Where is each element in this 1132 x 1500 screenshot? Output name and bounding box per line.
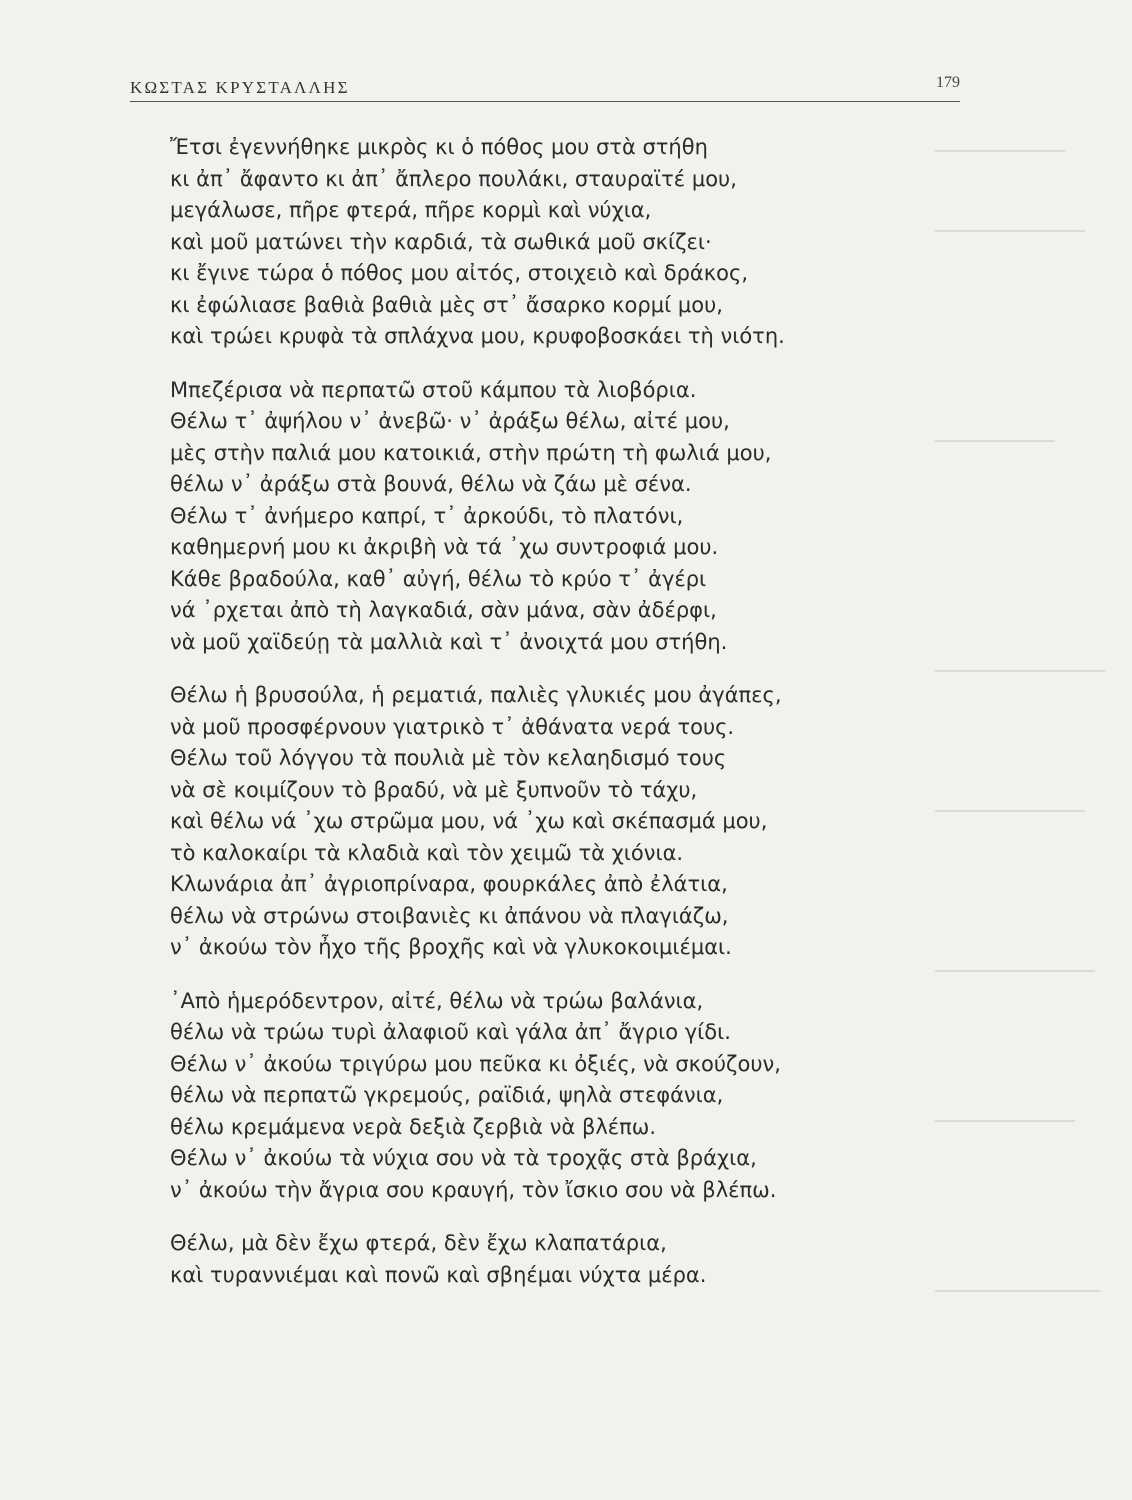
- bleed-mark: [935, 1120, 1075, 1122]
- poem-line: νά ᾽ρχεται ἀπὸ τὴ λαγκαδιά, σὰν μάνα, σὰν ἀδέρφι,: [170, 598, 717, 622]
- poem-line: νὰ μοῦ προσφέρνουν γιατρικὸ τ᾽ ἀθάνατα νερά τους.: [170, 714, 735, 739]
- stanza-2: [170, 375, 930, 659]
- poem-line: καθημερνή μου κι ἀκριβὴ νὰ τά ᾽χω συντροφιά μου.: [170, 535, 719, 559]
- header-rule: [130, 101, 960, 102]
- poem-line: Θέλω τ᾽ ἀψήλου ν᾽ ἀνεβῶ· ν᾽ ἀράξω θέλω, αἰτέ μου,: [170, 409, 730, 433]
- poem-line: ν᾽ ἀκούω τὸν ἦχο τῆς βροχῆς καὶ νὰ γλυκοκοιμιέμαι.: [170, 935, 732, 959]
- poem-line: Θέλω ἡ βρυσούλα, ἡ ρεματιά, παλιὲς γλυκιές μου ἀγάπες,: [170, 683, 782, 707]
- poem-line: Κλωνάρια ἀπ᾽ ἀγριοπρίναρα, φουρκάλες ἀπὸ ἐλάτια,: [170, 872, 728, 896]
- poem-line: ᾽Απὸ ἡμερόδεντρον, αἰτέ, θέλω νὰ τρώω βαλάνια,: [170, 988, 704, 1013]
- running-title: ΚΩΣΤΑΣ ΚΡΥΣΤΑΛΛΗΣ: [130, 78, 350, 97]
- poem-line: κι ἔγινε τώρα ὁ πόθος μου αἰτός, στοιχειὸ καὶ δράκος,: [170, 261, 749, 285]
- poem-line: μεγάλωσε, πῆρε φτερά, πῆρε κορμὶ καὶ νύχια,: [170, 198, 652, 222]
- poem-line: Θέλω ν᾽ ἀκούω τὰ νύχια σου νὰ τὰ τροχᾷς στὰ βράχια,: [170, 1146, 757, 1170]
- poem-line: μὲς στὴν παλιά μου κατοικιά, στὴν πρώτη τὴ φωλιά μου,: [170, 440, 772, 465]
- poem-line: Μπεζέρισα νὰ περπατῶ στοῦ κάμπου τὰ λιοβόρια.: [170, 377, 697, 402]
- poem-line: Κάθε βραδούλα, καθ᾽ αὐγή, θέλω τὸ κρύο τ᾽ ἀγέρι: [170, 566, 707, 591]
- stanza-5: [170, 1228, 930, 1291]
- poem-line: θέλω νὰ τρώω τυρὶ ἀλαφιοῦ καὶ γάλα ἀπ᾽ ἄγριο γίδι.: [170, 1020, 731, 1044]
- bleed-mark: [935, 970, 1095, 972]
- poem-line: νὰ σὲ κοιμίζουν τὸ βραδύ, νὰ μὲ ξυπνοῦν τὸ τάχυ,: [170, 777, 698, 802]
- stanza-3: [170, 680, 930, 964]
- poem: [170, 132, 930, 1313]
- bleed-mark: [935, 230, 1085, 232]
- bleed-mark: [935, 810, 1085, 812]
- bleed-mark: [935, 150, 1065, 152]
- poem-line: κι ἐφώλιασε βαθιὰ βαθιὰ μὲς στ᾽ ἄσαρκο κορμί μου,: [170, 292, 723, 317]
- bleed-through-marks: [925, 110, 1132, 1400]
- bleed-mark: [935, 440, 1055, 442]
- poem-line: κι ἀπ᾽ ἄφαντο κι ἀπ᾽ ἄπλερο πουλάκι, σταυραϊτέ μου,: [170, 166, 737, 191]
- poem-line: καὶ θέλω νά ᾽χω στρῶμα μου, νά ᾽χω καὶ σκέπασμά μου,: [170, 809, 768, 833]
- poem-line: Θέλω ν᾽ ἀκούω τριγύρω μου πεῦκα κι ὀξιές, νὰ σκούζουν,: [170, 1051, 781, 1076]
- poem-line: Θέλω τ᾽ ἀνήμερο καπρί, τ᾽ ἀρκούδι, τὸ πλατόνι,: [170, 503, 684, 528]
- poem-line: Θέλω τοῦ λόγγου τὰ πουλιὰ μὲ τὸν κελαηδισμό τους: [170, 746, 727, 770]
- poem-line: τὸ καλοκαίρι τὰ κλαδιὰ καὶ τὸν χειμῶ τὰ χιόνια.: [170, 840, 684, 865]
- poem-line: Θέλω, μὰ δὲν ἔχω φτερά, δὲν ἔχω κλαπατάρια,: [170, 1231, 667, 1255]
- stanza-1: [170, 132, 930, 353]
- poem-line: καὶ τυραννιέμαι καὶ πονῶ καὶ σβηέμαι νύχτα μέρα.: [170, 1262, 707, 1287]
- stanza-4: [170, 986, 930, 1207]
- poem-line: ν᾽ ἀκούω τὴν ἄγρια σου κραυγή, τὸν ἴσκιο σου νὰ βλέπω.: [170, 1177, 777, 1202]
- poem-line: θέλω ν᾽ ἀράξω στὰ βουνά, θέλω νὰ ζάω μὲ σένα.: [170, 472, 692, 496]
- bleed-mark: [935, 1290, 1100, 1292]
- poem-line: νὰ μοῦ χαϊδεύῃ τὰ μαλλιὰ καὶ τ᾽ ἀνοιχτά μου στήθη.: [170, 629, 728, 654]
- page-number: 179: [936, 74, 960, 91]
- poem-line: θέλω νὰ περπατῶ γκρεμούς, ραϊδιά, ψηλὰ στεφάνια,: [170, 1083, 724, 1107]
- poem-line: καὶ τρώει κρυφὰ τὰ σπλάχνα μου, κρυφοβοσκάει τὴ νιότη.: [170, 324, 785, 348]
- poem-line: θέλω κρεμάμενα νερὰ δεξιὰ ζερβιὰ νὰ βλέπω.: [170, 1114, 657, 1139]
- running-head: [130, 74, 960, 104]
- poem-line: θέλω νὰ στρώνω στοιβανιὲς κι ἀπάνου νὰ πλαγιάζω,: [170, 903, 729, 928]
- poem-line: Ἔτσι ἐγεννήθηκε μικρὸς κι ὁ πόθος μου στὰ στήθη: [170, 135, 708, 159]
- bleed-mark: [935, 670, 1105, 672]
- poem-line: καὶ μοῦ ματώνει τὴν καρδιά, τὰ σωθικά μοῦ σκίζει·: [170, 229, 712, 254]
